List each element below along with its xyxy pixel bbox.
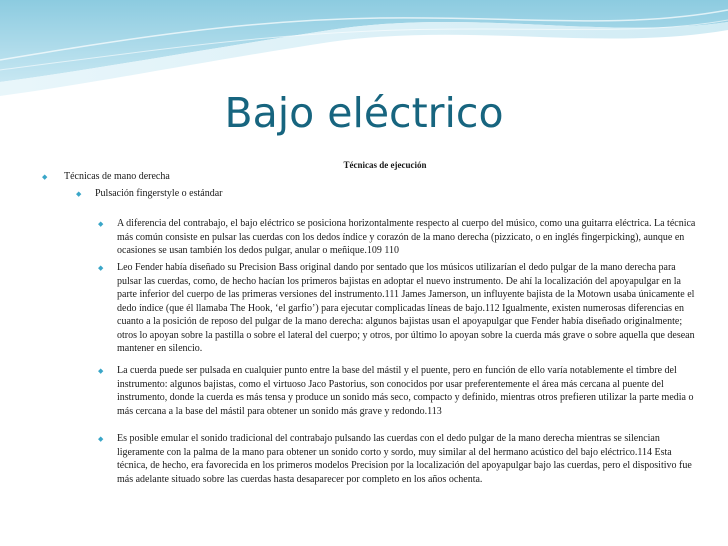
diamond-bullet-icon: ◆: [98, 264, 104, 272]
paragraph-2: Leo Fender había diseñado su Precision Bass original dando por sentado que los músicos utilizarían el dedo pulgar de la mano derecha para pulsar las cuerdas, como, de hecho hacían los primeros bajistas en adoptar el nuevo instrumento. De ahí la localización del apoyapulgar en la parte inferior del cuerpo de las primeras versiones del instrumento.111 James Jamerson, un influyente bajista de la Motown usaba únicamente el dedo índice (que él llamaba The Hook, ‘el garfio’) para ejecutar complicadas líneas de bajo.112 Igualmente, existen numerosas diferencias en cuanto a la posición de reposo del pulgar de la mano derecha: algunos bajistas usan el apoyapulgar que Fender había diseñado originalmente; otros lo apoyan sobre la pastilla o sobre el lateral del cuerpo; y otros, por último lo apoyan sobre la cuerda más grave o sobre aquella que desean mantener en silencio.: [117, 262, 695, 354]
level1-item: Técnicas de mano derecha: [64, 171, 170, 182]
diamond-bullet-icon: ◆: [76, 190, 82, 198]
diamond-bullet-icon: ◆: [98, 367, 104, 375]
slide-subtitle: Técnicas de ejecución: [343, 160, 427, 170]
diamond-bullet-icon: ◆: [98, 435, 104, 443]
level2-item: Pulsación fingerstyle o estándar: [95, 188, 223, 199]
paragraph-4: Es posible emular el sonido tradicional del contrabajo pulsando las cuerdas con el dedo pulgar de la mano derecha mientras se silencian ligeramente con la palma de la mano para obtener un sonido corto y sordo, muy similar al del hermano acústico del bajo eléctrico.114 Esta técnica, de hecho, era favorecida en los primeros modelos Precision por la localización del apoyapulgar bajo las cuerdas, pero el dispositivo fue más adelante situado sobre las cuerdas hasta desaparecer por completo en los años ochenta.: [117, 433, 692, 485]
diamond-bullet-icon: ◆: [98, 220, 104, 228]
paragraph-3: La cuerda puede ser pulsada en cualquier punto entre la base del mástil y el puente, pero en función de ello varía notablemente el timbre del instrumento: algunos bajistas, como el virtuoso Jaco Pastorius, son conocidos por usar preferentemente el área más cercana al puente del instrumento, donde la cuerda es más tensa y produce un sonido más seco, compacto y definido, mientras otros prefieren utilizar la parte media o más cercana a la base del mástil para obtener un sonido más grave y redondo.113: [117, 365, 694, 417]
slide-title: Bajo eléctrico: [224, 89, 504, 137]
diamond-bullet-icon: ◆: [42, 173, 48, 181]
paragraph-1: A diferencia del contrabajo, el bajo eléctrico se posiciona horizontalmente respecto al cuerpo del músico, como una guitarra eléctrica. La técnica más común consiste en pulsar las cuerdas con los dedos índice y corazón de la mano derecha (pizzicato, o en inglés fingerpicking), aunque en ocasiones se usan también los dedos pulgar, anular o meñique.109 110: [117, 218, 696, 256]
